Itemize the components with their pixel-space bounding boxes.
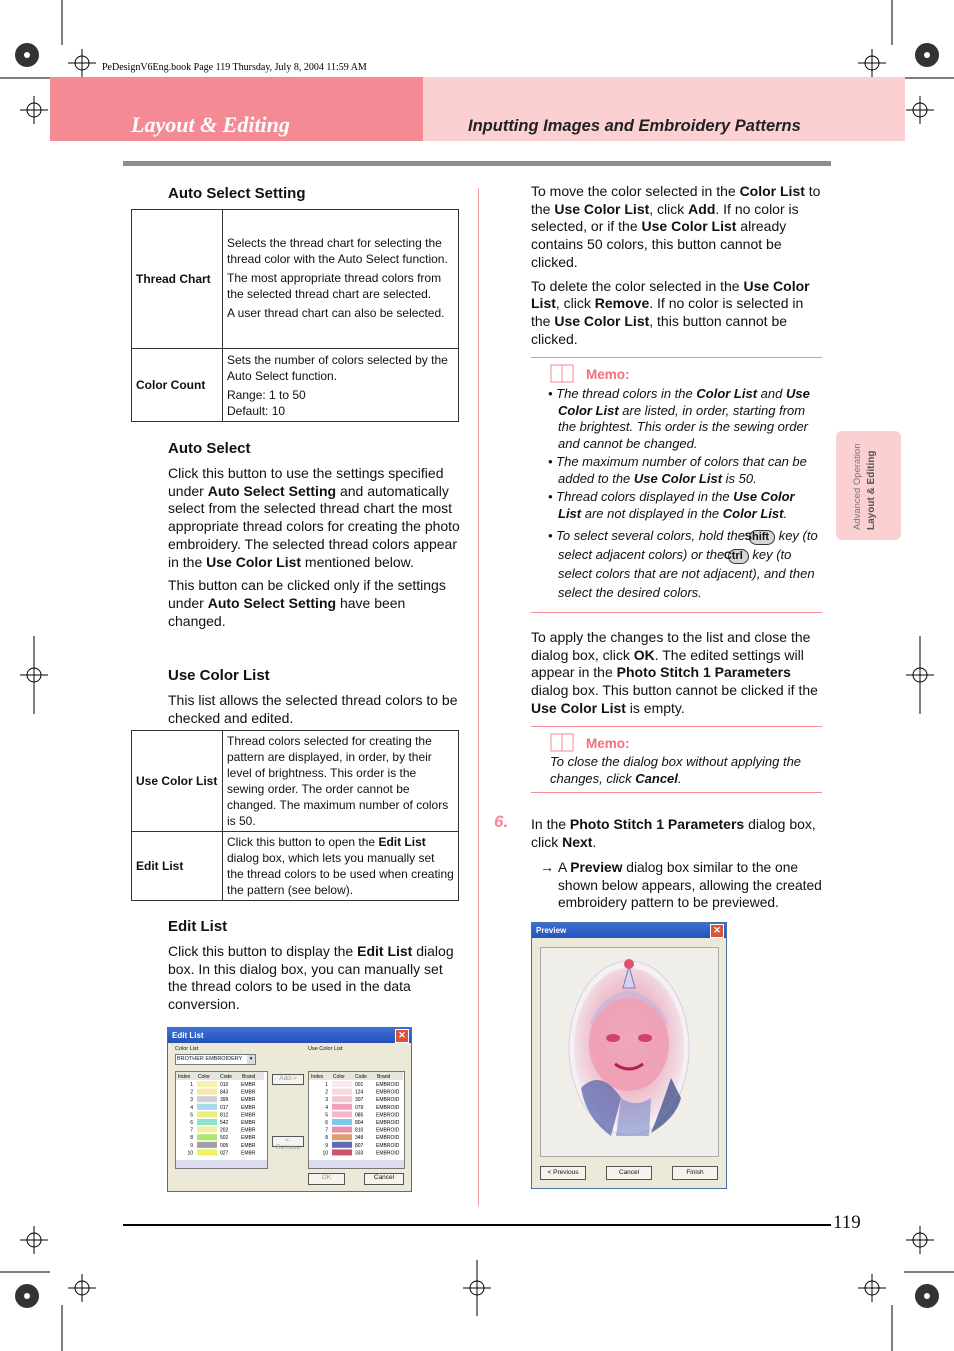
preview-canvas bbox=[540, 947, 719, 1157]
previous-button[interactable]: < Previous bbox=[540, 1166, 586, 1180]
table-key: Use Color List bbox=[132, 731, 223, 832]
thread-code: 085 bbox=[355, 1112, 364, 1119]
row-index: 8 bbox=[325, 1135, 328, 1142]
thread-color-swatch[interactable] bbox=[332, 1134, 352, 1140]
edit-list-dialog-titlebar: Edit List ✕ bbox=[168, 1028, 411, 1043]
horizontal-scrollbar[interactable] bbox=[176, 1160, 267, 1168]
row-index: 4 bbox=[190, 1104, 193, 1111]
table-value: Thread colors selected for creating the pattern are displayed, in order, by their level of brightness. This order is the sewing order. The order cannot be changed. The maximum number of colors is 50. bbox=[223, 731, 459, 832]
thread-color-swatch[interactable] bbox=[332, 1096, 352, 1102]
preview-dialog-titlebar: Preview ✕ bbox=[532, 923, 726, 938]
thread-code: 333 bbox=[355, 1150, 364, 1157]
thread-brand: EMBR bbox=[241, 1142, 256, 1149]
crop-mark-text: PeDesignV6Eng.book Page 119 Thursday, July 8, 2004 11:59 AM bbox=[102, 62, 367, 73]
page-number: 119 bbox=[833, 1212, 861, 1233]
heading-auto-select: Auto Select bbox=[168, 440, 251, 457]
table-value: Click this button to open the Edit List dialog box, which lets you manually set the thread colors to be used when creating the pattern (see below). bbox=[223, 832, 459, 901]
thread-color-swatch[interactable] bbox=[197, 1142, 217, 1148]
cancel-button[interactable]: Cancel bbox=[364, 1173, 404, 1185]
add-button[interactable]: Add-> bbox=[272, 1074, 304, 1085]
thread-brand: EMBROID bbox=[376, 1097, 400, 1104]
memo-label: Memo: bbox=[586, 367, 630, 382]
row-index: 3 bbox=[190, 1097, 193, 1104]
thread-code: 010 bbox=[220, 1082, 229, 1088]
close-icon[interactable]: ✕ bbox=[395, 1029, 409, 1043]
thread-code: 005 bbox=[220, 1142, 229, 1149]
thread-code: 017 bbox=[220, 1104, 229, 1111]
thread-brand: EMBR bbox=[241, 1097, 256, 1104]
thread-code: 810 bbox=[355, 1127, 364, 1134]
thread-color-swatch[interactable] bbox=[332, 1127, 352, 1133]
preview-dialog bbox=[531, 922, 727, 1189]
thread-color-swatch[interactable] bbox=[332, 1089, 352, 1095]
color-list-label: Color List bbox=[175, 1046, 199, 1052]
thread-chart-dropdown[interactable]: BROTHER EMBROIDERY ▾ bbox=[175, 1054, 256, 1065]
thread-color-swatch[interactable] bbox=[332, 1111, 352, 1117]
thread-code: 843 bbox=[220, 1089, 229, 1096]
thread-brand: EMBROID bbox=[376, 1082, 400, 1088]
thread-brand: EMBR bbox=[241, 1120, 256, 1126]
remove-button[interactable]: <-Remove bbox=[272, 1136, 304, 1147]
thread-brand: EMBROID bbox=[376, 1104, 400, 1111]
ok-instructions: To apply the changes to the list and close the dialog box, click OK. The edited settings will appear in the Photo Stitch 1 Parameters dialog box. This button cannot be clicked if the Use Color List is empty. bbox=[531, 629, 818, 716]
row-index: 5 bbox=[190, 1112, 193, 1119]
footer-rule bbox=[123, 1224, 831, 1226]
side-tab-line2: Layout & Editing bbox=[866, 450, 877, 530]
step-number: 6. bbox=[494, 812, 509, 831]
step-6-text: In the Photo Stitch 1 Parameters dialog box, click Next. bbox=[531, 816, 816, 850]
column-header: Brand bbox=[242, 1074, 256, 1080]
thread-color-swatch[interactable] bbox=[197, 1081, 217, 1087]
cancel-button[interactable]: Cancel bbox=[606, 1166, 652, 1180]
use-color-list-grid bbox=[309, 1072, 404, 1168]
row-index: 10 bbox=[322, 1150, 328, 1157]
thread-color-swatch[interactable] bbox=[197, 1096, 217, 1102]
row-index: 6 bbox=[190, 1120, 193, 1126]
edit-list-text: Click this button to display the Edit List dialog box. In this dialog box, you can manually set the thread colors to be used in the data conversion. bbox=[168, 943, 454, 1013]
auto-select-text: Click this button to use the settings specified under Auto Select Setting and automatically select from the selected thread chart the most appropriate thread colors for creating the photo embroidery. The selected thread colors appear in the Use Color List mentioned below. This button can be clicked only if the settings under Auto Select Setting have been changed. bbox=[168, 465, 460, 629]
row-index: 2 bbox=[325, 1089, 328, 1096]
thread-code: 399 bbox=[220, 1097, 229, 1104]
horizontal-scrollbar[interactable] bbox=[309, 1160, 404, 1168]
thread-color-swatch[interactable] bbox=[197, 1149, 217, 1155]
add-instructions: To move the color selected in the Color List to the Use Color List, click Add. If no color is selected, or if the Use Color List already contains 50 colors, this button cannot be clicked. To delete the color selected in the Use Color List, click Remove. If no color is selected in the Use Color List, this button cannot be clicked. bbox=[531, 183, 821, 347]
memo-1-body: • The thread colors in the Color List and Use Color List are listed, in order, starting from the brightest. This order is the sewing order and cannot be changed. • The maximum number of colors that can be added to the Use Color List is 50. • Thread colors displayed in the Use Color List are not displayed in the Color List. • To select several colors, hold the Shift key (to select adjacent colors) or the Ctrl key (to select colors that are not adjacent), and then select the desired colors. bbox=[548, 386, 818, 600]
thread-brand: EMBROID bbox=[376, 1127, 400, 1134]
row-index: 1 bbox=[325, 1082, 328, 1088]
thread-brand: EMBR bbox=[241, 1082, 256, 1088]
thread-brand: EMBR bbox=[241, 1089, 256, 1096]
thread-brand: EMBR bbox=[241, 1135, 256, 1142]
chevron-down-icon: ▾ bbox=[247, 1055, 255, 1064]
thread-brand: EMBROID bbox=[376, 1135, 400, 1142]
thread-color-swatch[interactable] bbox=[332, 1142, 352, 1148]
ctrl-key: Ctrl bbox=[728, 549, 749, 564]
use-color-list[interactable] bbox=[308, 1071, 405, 1169]
table-key: Color Count bbox=[132, 349, 223, 422]
thread-brand: EMBR bbox=[241, 1112, 256, 1119]
row-index: 10 bbox=[187, 1150, 193, 1157]
color-list[interactable] bbox=[175, 1071, 268, 1169]
use-color-list-intro: This list allows the selected thread colors to be checked and edited. bbox=[168, 692, 458, 726]
embroidery-portrait-image bbox=[541, 948, 718, 1156]
table-value: Selects the thread chart for selecting the thread color with the Auto Select function. The most appropriate thread colors from the selected thread chart are selected. A user thread chart can also be selected. bbox=[223, 210, 459, 349]
heading-auto-select-setting: Auto Select Setting bbox=[168, 185, 306, 202]
step-6-result: A Preview dialog box similar to the one shown below appears, allowing the created embroidery pattern to be previewed. bbox=[558, 860, 822, 911]
column-header: Index bbox=[178, 1074, 191, 1080]
result-arrow: → bbox=[540, 859, 554, 875]
ok-button[interactable]: OK bbox=[308, 1173, 345, 1185]
thread-color-swatch[interactable] bbox=[332, 1104, 352, 1110]
row-index: 5 bbox=[325, 1112, 328, 1119]
thread-color-swatch[interactable] bbox=[197, 1089, 217, 1095]
heading-use-color-list: Use Color List bbox=[168, 667, 270, 684]
thread-color-swatch[interactable] bbox=[197, 1111, 217, 1117]
column-divider bbox=[478, 188, 479, 1206]
thread-brand: EMBR bbox=[241, 1150, 256, 1157]
thread-color-swatch[interactable] bbox=[332, 1119, 352, 1125]
row-index: 7 bbox=[325, 1127, 328, 1134]
thread-brand: EMBROID bbox=[376, 1089, 400, 1096]
row-index: 4 bbox=[325, 1104, 328, 1111]
thread-code: 202 bbox=[220, 1127, 229, 1134]
row-index: 8 bbox=[190, 1135, 193, 1142]
memo-box-1 bbox=[531, 357, 822, 613]
column-header: Code bbox=[220, 1074, 232, 1080]
thread-brand: EMBR bbox=[241, 1104, 256, 1111]
thread-code: 124 bbox=[355, 1089, 364, 1096]
thread-color-swatch[interactable] bbox=[197, 1134, 217, 1140]
thread-code: 804 bbox=[355, 1120, 364, 1126]
row-index: 6 bbox=[325, 1120, 328, 1126]
finish-button[interactable]: Finish bbox=[672, 1166, 718, 1180]
row-index: 9 bbox=[325, 1142, 328, 1149]
thread-color-swatch[interactable] bbox=[332, 1081, 352, 1087]
edit-list-dialog bbox=[167, 1027, 412, 1192]
thread-code: 807 bbox=[355, 1142, 364, 1149]
row-index: 9 bbox=[190, 1142, 193, 1149]
row-index: 2 bbox=[190, 1089, 193, 1096]
thread-color-swatch[interactable] bbox=[197, 1104, 217, 1110]
color-list-grid bbox=[176, 1072, 267, 1168]
column-header: Code bbox=[355, 1074, 367, 1080]
column-header: Color bbox=[198, 1074, 210, 1080]
table-key: Edit List bbox=[132, 832, 223, 901]
thread-color-swatch[interactable] bbox=[197, 1127, 217, 1133]
thread-code: 502 bbox=[220, 1135, 229, 1142]
row-index: 1 bbox=[190, 1082, 193, 1088]
thread-code: 001 bbox=[355, 1082, 364, 1088]
heading-edit-list: Edit List bbox=[168, 918, 228, 935]
table-value: Sets the number of colors selected by the Auto Select function. Range: 1 to 50 Default: 10 bbox=[223, 349, 459, 422]
thread-code: 812 bbox=[220, 1112, 229, 1119]
thread-color-swatch[interactable] bbox=[332, 1149, 352, 1155]
side-tab-line1: Advanced Operation bbox=[852, 443, 863, 530]
thread-brand: EMBROID bbox=[376, 1142, 400, 1149]
column-header: Brand bbox=[377, 1074, 391, 1080]
thread-code: 027 bbox=[220, 1150, 229, 1157]
shift-key: Shift bbox=[749, 530, 775, 545]
table-key: Thread Chart bbox=[132, 210, 223, 349]
memo-box-2 bbox=[531, 726, 822, 793]
thread-code: 307 bbox=[355, 1097, 364, 1104]
thread-brand: EMBROID bbox=[376, 1120, 400, 1126]
thread-brand: EMBROID bbox=[376, 1150, 400, 1157]
use-color-list-table bbox=[131, 730, 459, 901]
memo-2-body: To close the dialog box without applying the changes, click Cancel. bbox=[550, 754, 802, 786]
thread-code: 079 bbox=[355, 1104, 364, 1111]
column-header: Color bbox=[333, 1074, 345, 1080]
memo-label: Memo: bbox=[586, 736, 630, 751]
auto-select-setting-table bbox=[131, 209, 459, 422]
close-icon[interactable]: ✕ bbox=[710, 924, 724, 938]
header-rule bbox=[123, 161, 831, 166]
column-header: Index bbox=[311, 1074, 324, 1080]
row-index: 7 bbox=[190, 1127, 193, 1134]
use-color-list-label: Use Color List bbox=[308, 1046, 343, 1052]
thread-brand: EMBROID bbox=[376, 1112, 400, 1119]
subsection-title: Inputting Images and Embroidery Patterns bbox=[468, 117, 801, 135]
thread-brand: EMBR bbox=[241, 1127, 256, 1134]
thread-color-swatch[interactable] bbox=[197, 1119, 217, 1125]
side-tab-text bbox=[839, 440, 899, 532]
row-index: 3 bbox=[325, 1097, 328, 1104]
section-title: Layout & Editing bbox=[131, 112, 290, 137]
thread-code: 348 bbox=[355, 1135, 364, 1142]
thread-code: 542 bbox=[220, 1120, 229, 1126]
